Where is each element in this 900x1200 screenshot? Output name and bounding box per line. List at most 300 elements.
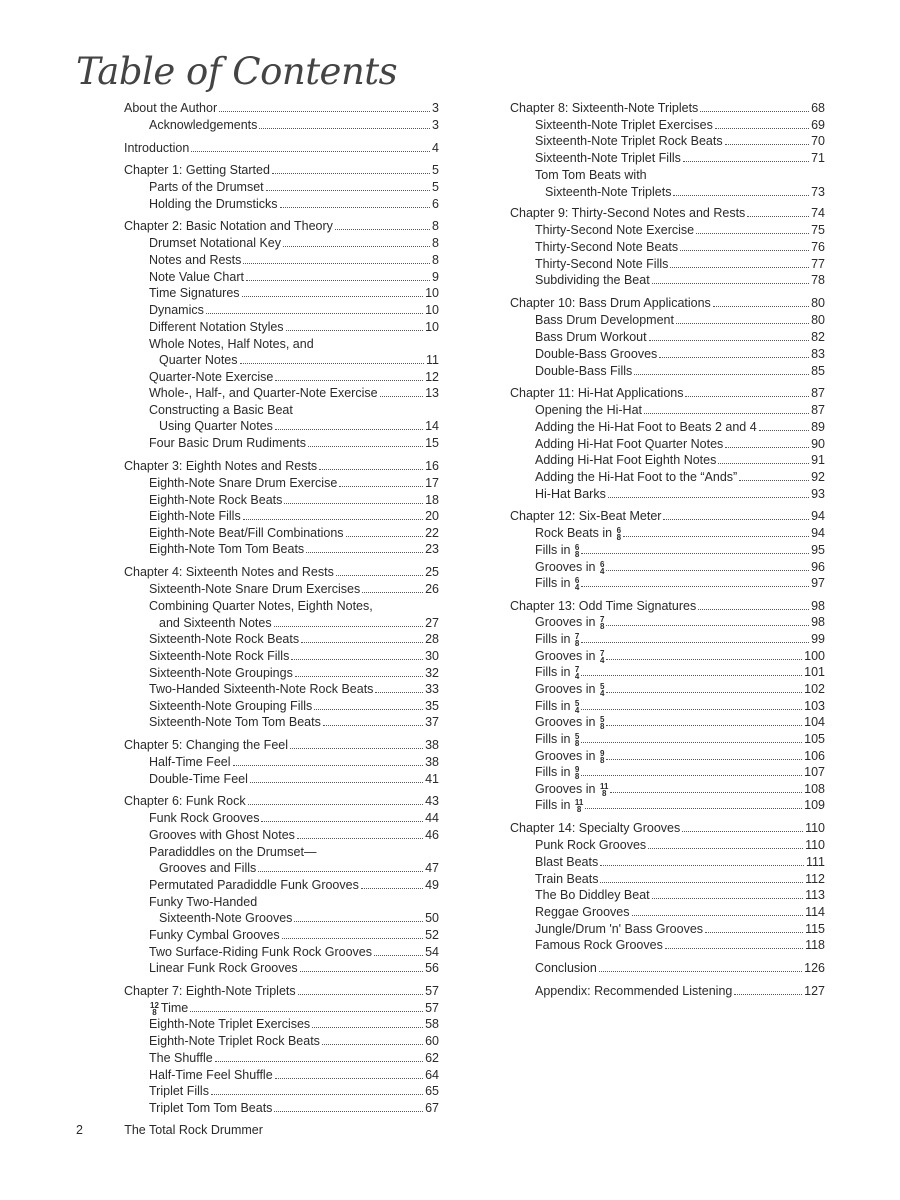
- dot-leader: [314, 709, 423, 710]
- toc-entry-title: [535, 117, 713, 133]
- dot-leader: [606, 659, 802, 660]
- toc-entry-text: Double-Bass Fills: [535, 364, 633, 378]
- toc-entry-text: Fills in: [535, 576, 571, 590]
- toc-page-number: 118: [805, 938, 825, 952]
- toc-entry-text: Paradiddles on the Drumset—: [149, 845, 317, 859]
- dot-leader: [676, 323, 809, 324]
- toc-entry-title: [149, 492, 282, 508]
- toc-page-number: 68: [811, 101, 825, 115]
- toc-page-number: 113: [805, 888, 825, 902]
- toc-entry-text: Sixteenth-Note Triplet Fills: [535, 151, 681, 165]
- dot-leader: [644, 413, 809, 414]
- toc-entry: [535, 402, 825, 418]
- toc-entry: [535, 436, 825, 452]
- toc-entry-title: [535, 575, 579, 591]
- time-signature-denominator: 8: [574, 771, 580, 781]
- dot-leader: [659, 357, 809, 358]
- toc-entry-text: Grooves in: [535, 560, 596, 574]
- toc-entry-title: [545, 184, 671, 200]
- toc-entry-text: Acknowledgements: [149, 118, 258, 132]
- toc-page-number: 114: [805, 905, 825, 919]
- dot-leader: [581, 709, 802, 710]
- toc-entry-text: Linear Funk Rock Grooves: [149, 961, 298, 975]
- toc-entry-title: [149, 631, 299, 647]
- toc-entry-title: [535, 871, 598, 887]
- dot-leader: [599, 971, 802, 972]
- dot-leader: [608, 497, 809, 498]
- toc-entry-text: Sixteenth-Note Triplets: [545, 185, 672, 199]
- toc-entry-text: Grooves in: [535, 615, 596, 629]
- toc-page-number: 14: [425, 419, 439, 433]
- toc-entry: [159, 860, 439, 876]
- toc-entry-title: [149, 252, 241, 268]
- dot-leader: [680, 250, 809, 251]
- toc-entry-text: Sixteenth-Note Grouping Fills: [149, 699, 313, 713]
- toc-page-number: 3: [432, 118, 439, 132]
- toc-page-number: 50: [425, 911, 439, 925]
- toc-entry-title: [510, 508, 661, 524]
- toc-entry-text: Chapter 6: Funk Rock: [124, 794, 246, 808]
- toc-page-number: 3: [432, 101, 439, 115]
- toc-page-number: 91: [811, 453, 825, 467]
- toc-page-number: 38: [425, 755, 439, 769]
- toc-entry-title: [149, 827, 295, 843]
- dot-leader: [191, 151, 430, 152]
- toc-entry: [149, 1016, 439, 1032]
- dot-leader: [339, 486, 423, 487]
- toc-entry-title: [535, 904, 630, 920]
- time-signature: [575, 666, 579, 680]
- dot-leader: [282, 938, 423, 939]
- toc-entry-text: Grooves with Ghost Notes: [149, 828, 295, 842]
- toc-entry: [149, 252, 439, 268]
- toc-entry-text: Half-Time Feel: [149, 755, 231, 769]
- toc-chapter-entry: [510, 508, 825, 524]
- dot-leader: [243, 519, 423, 520]
- dot-leader: [606, 725, 802, 726]
- toc-entry: [149, 598, 439, 614]
- toc-entry-text: Adding the Hi-Hat Foot to Beats 2 and 4: [535, 420, 757, 434]
- toc-entry-text: Grooves in: [535, 682, 596, 696]
- time-signature-denominator: 8: [599, 721, 605, 731]
- toc-entry: [149, 319, 439, 335]
- toc-entry-title: [510, 295, 711, 311]
- toc-chapter-entry: [510, 295, 825, 311]
- toc-entry-title: [149, 196, 278, 212]
- time-signature: [575, 544, 579, 558]
- toc-entry-title: [535, 887, 650, 903]
- dot-leader: [323, 725, 423, 726]
- toc-entry: [149, 541, 439, 557]
- toc-entry: [149, 754, 439, 770]
- time-signature-denominator: 8: [576, 804, 582, 814]
- time-signature: [600, 783, 608, 797]
- dot-leader: [300, 971, 423, 972]
- toc-entry-text: Different Notation Styles: [149, 320, 284, 334]
- toc-page-number: 70: [811, 134, 825, 148]
- toc-page-number: 87: [811, 403, 825, 417]
- toc-entry-title: [535, 452, 716, 468]
- toc-entry: [149, 698, 439, 714]
- toc-entry-title: [535, 525, 621, 541]
- toc-entry-title: [535, 150, 681, 166]
- time-signature-numerator: 6: [574, 575, 580, 585]
- toc-page-number: 6: [432, 197, 439, 211]
- dot-leader: [362, 592, 423, 593]
- toc-page-number: 77: [811, 257, 825, 271]
- toc-page-number: 5: [432, 163, 439, 177]
- toc-entry: [149, 196, 439, 212]
- toc-entry-text: Quarter Notes: [159, 353, 238, 367]
- dot-leader: [725, 144, 810, 145]
- toc-entry-text: Grooves in: [535, 715, 596, 729]
- toc-page-number: 107: [804, 765, 825, 779]
- toc-entry-text: Sixteenth-Note Grooves: [159, 911, 293, 925]
- toc-entry: [535, 648, 825, 664]
- toc-entry-title: [149, 475, 337, 491]
- toc-chapter-entry: [124, 793, 439, 809]
- toc-entry-text: Chapter 2: Basic Notation and Theory: [124, 219, 333, 233]
- time-signature: [575, 766, 579, 780]
- toc-page-number: 30: [425, 649, 439, 663]
- toc-entry-text: Half-Time Feel Shuffle: [149, 1068, 273, 1082]
- toc-page-number: 47: [425, 861, 439, 875]
- time-signature: [575, 633, 579, 647]
- toc-page-number: 99: [811, 632, 825, 646]
- toc-page-number: 49: [425, 878, 439, 892]
- toc-entry: [535, 363, 825, 379]
- toc-chapter-entry: [124, 218, 439, 234]
- toc-page-number: 25: [425, 565, 439, 579]
- toc-entry: [149, 402, 439, 418]
- toc-entry-text: Fills in: [535, 765, 571, 779]
- toc-entry-title: [535, 648, 604, 664]
- dot-leader: [606, 759, 802, 760]
- book-title: The Total Rock Drummer: [124, 1123, 263, 1137]
- toc-entry-title: [149, 754, 231, 770]
- toc-entry-text: Fills in: [535, 543, 571, 557]
- toc-entry-title: [149, 179, 264, 195]
- toc-entry: [149, 475, 439, 491]
- toc-entry-text: Chapter 5: Changing the Feel: [124, 738, 288, 752]
- toc-entry: [149, 894, 439, 910]
- time-signature-denominator: 8: [574, 638, 580, 648]
- dot-leader: [190, 1011, 423, 1012]
- dot-leader: [739, 480, 809, 481]
- time-signature: [600, 650, 604, 664]
- toc-entry: [149, 508, 439, 524]
- dot-leader: [283, 246, 430, 247]
- toc-entry-text: Sixteenth-Note Tom Tom Beats: [149, 715, 321, 729]
- toc-page-number: 20: [425, 509, 439, 523]
- toc-entry: [149, 877, 439, 893]
- toc-page-number: 115: [805, 922, 825, 936]
- toc-entry-text: Conclusion: [535, 961, 597, 975]
- toc-page-number: 64: [425, 1068, 439, 1082]
- toc-entry: [149, 714, 439, 730]
- toc-entry-text: About the Author: [124, 101, 218, 115]
- dot-leader: [713, 306, 809, 307]
- toc-page-number: 18: [425, 493, 439, 507]
- toc-entry-title: [535, 731, 579, 747]
- dot-leader: [215, 1061, 423, 1062]
- toc-entry-text: Chapter 13: Odd Time Signatures: [510, 599, 697, 613]
- time-signature-numerator: 5: [574, 731, 580, 741]
- toc-entry-title: [149, 960, 298, 976]
- toc-entry-text: Chapter 4: Sixteenth Notes and Rests: [124, 565, 334, 579]
- toc-entry-text: Fills in: [535, 699, 571, 713]
- dot-leader: [242, 296, 424, 297]
- dot-leader: [297, 838, 423, 839]
- toc-entry: [159, 418, 439, 434]
- toc-entry-title: [149, 714, 321, 730]
- toc-page-number: 54: [425, 945, 439, 959]
- dot-leader: [291, 659, 423, 660]
- dot-leader: [700, 111, 809, 112]
- dot-leader: [682, 831, 803, 832]
- toc-entry: [535, 887, 825, 903]
- toc-entry-text: Sixteenth-Note Triplet Exercises: [535, 118, 713, 132]
- toc-entry-title: [149, 1016, 310, 1032]
- toc-page-number: 127: [804, 984, 825, 998]
- toc-chapter-entry: [124, 564, 439, 580]
- toc-entry-title: [124, 564, 334, 580]
- toc-entry: [535, 960, 825, 976]
- toc-entry-title: [159, 352, 238, 368]
- time-signature: [150, 1002, 159, 1016]
- toc-entry: [149, 492, 439, 508]
- toc-entry-text: Holding the Drumsticks: [149, 197, 278, 211]
- time-signature-numerator: 11: [574, 797, 584, 807]
- dot-leader: [606, 692, 802, 693]
- toc-entry: [535, 781, 825, 797]
- dot-leader: [696, 233, 809, 234]
- toc-chapter-entry: [124, 983, 439, 999]
- toc-entry-title: [124, 983, 296, 999]
- toc-page-number: 106: [804, 749, 825, 763]
- toc-entry: [149, 302, 439, 318]
- toc-entry-text: Thirty-Second Note Exercise: [535, 223, 695, 237]
- toc-entry: [535, 698, 825, 714]
- toc-entry: [159, 615, 439, 631]
- toc-page-number: 44: [425, 811, 439, 825]
- toc-entry-title: [535, 614, 604, 630]
- toc-entry-text: Sixteenth-Note Snare Drum Exercises: [149, 582, 361, 596]
- toc-entry-title: [149, 319, 284, 335]
- toc-page-number: 98: [811, 599, 825, 613]
- dot-leader: [663, 519, 809, 520]
- toc-entry-text: Eighth-Note Snare Drum Exercise: [149, 476, 338, 490]
- time-signature-denominator: 4: [599, 566, 605, 576]
- toc-entry-text: Tom Tom Beats with: [535, 168, 647, 182]
- toc-entry-title: [149, 844, 316, 860]
- dot-leader: [581, 553, 809, 554]
- toc-page-number: 82: [811, 330, 825, 344]
- time-signature-denominator: 8: [152, 1007, 157, 1017]
- toc-page-number: 74: [811, 206, 825, 220]
- time-signature-denominator: 4: [574, 671, 580, 681]
- toc-entry-text: Fills in: [535, 798, 571, 812]
- page-footer: [76, 1123, 263, 1137]
- time-signature-numerator: 9: [574, 764, 580, 774]
- toc-entry-text: Famous Rock Grooves: [535, 938, 663, 952]
- toc-page-number: 110: [805, 821, 825, 835]
- time-signature-numerator: 7: [599, 648, 605, 658]
- toc-entry: [535, 614, 825, 630]
- dot-leader: [206, 313, 423, 314]
- toc-page-number: 12: [425, 370, 439, 384]
- toc-page-number: 58: [425, 1017, 439, 1031]
- toc-entry-title: [159, 615, 272, 631]
- toc-entry: [535, 542, 825, 558]
- dot-leader: [634, 374, 809, 375]
- toc-entry-title: [159, 910, 292, 926]
- toc-entry: [159, 352, 439, 368]
- toc-entry-text: Fills in: [535, 632, 571, 646]
- toc-page-number: 10: [425, 286, 439, 300]
- toc-page-number: 73: [811, 185, 825, 199]
- toc-entry: [149, 960, 439, 976]
- dot-leader: [346, 536, 424, 537]
- toc-page-number: 101: [804, 665, 825, 679]
- toc-entry-title: [124, 218, 333, 234]
- toc-entry-title: [535, 664, 579, 680]
- toc-page-number: 8: [432, 236, 439, 250]
- toc-entry-text: Four Basic Drum Rudiments: [149, 436, 306, 450]
- toc-entry-title: [159, 860, 256, 876]
- dot-leader: [258, 871, 423, 872]
- toc-entry-text: Two Surface-Riding Funk Rock Grooves: [149, 945, 373, 959]
- toc-entry-text: Fills in: [535, 732, 571, 746]
- dot-leader: [294, 921, 423, 922]
- toc-entry-title: [149, 1083, 209, 1099]
- toc-entry: [535, 681, 825, 697]
- time-signature-numerator: 6: [616, 525, 622, 535]
- toc-page-number: 110: [805, 838, 825, 852]
- toc-page-number: 62: [425, 1051, 439, 1065]
- toc-page-number: 17: [425, 476, 439, 490]
- toc-entry: [535, 117, 825, 133]
- toc-page-number: 98: [811, 615, 825, 629]
- toc-entry: [535, 272, 825, 288]
- dot-leader: [581, 586, 809, 587]
- time-signature: [600, 750, 604, 764]
- time-signature-denominator: 4: [599, 655, 605, 665]
- toc-entry-text: Eighth-Note Beat/Fill Combinations: [149, 526, 344, 540]
- dot-leader: [275, 1078, 423, 1079]
- toc-entry-title: [149, 525, 344, 541]
- toc-entry-text: Bass Drum Workout: [535, 330, 647, 344]
- toc-entry-text: Subdividing the Beat: [535, 273, 650, 287]
- toc-page-number: 27: [425, 616, 439, 630]
- time-signature-denominator: 8: [599, 621, 605, 631]
- toc-chapter-entry: [124, 100, 439, 116]
- dot-leader: [623, 536, 809, 537]
- toc-entry-title: [535, 559, 604, 575]
- dot-leader: [374, 955, 423, 956]
- toc-entry: [535, 937, 825, 953]
- toc-page-number: 32: [425, 666, 439, 680]
- toc-entry-text: Triplet Fills: [149, 1084, 209, 1098]
- dot-leader: [248, 804, 424, 805]
- dot-leader: [319, 469, 423, 470]
- toc-entry-text: Eighth-Note Tom Tom Beats: [149, 542, 305, 556]
- toc-entry-title: [535, 797, 583, 813]
- toc-chapter-entry: [124, 458, 439, 474]
- toc-entry: [535, 312, 825, 328]
- toc-page-number: 10: [425, 320, 439, 334]
- dot-leader: [649, 340, 809, 341]
- dot-leader: [272, 173, 430, 174]
- toc-entry-title: [510, 820, 680, 836]
- toc-entry: [535, 837, 825, 853]
- toc-page-number: 60: [425, 1034, 439, 1048]
- toc-page-number: 65: [425, 1084, 439, 1098]
- toc-page-number: 100: [804, 649, 825, 663]
- dot-leader: [295, 676, 423, 677]
- toc-entry: [535, 983, 825, 999]
- toc-page-number: 10: [425, 303, 439, 317]
- time-signature-denominator: 4: [574, 582, 580, 592]
- toc-entry: [149, 369, 439, 385]
- toc-page-number: 104: [804, 715, 825, 729]
- toc-entry: [535, 329, 825, 345]
- toc-entry-text: Hi-Hat Barks: [535, 487, 606, 501]
- toc-entry: [535, 256, 825, 272]
- toc-page-number: 109: [804, 798, 825, 812]
- toc-entry-title: [535, 167, 647, 183]
- time-signature-numerator: 9: [599, 748, 605, 758]
- toc-entry-text: Chapter 1: Getting Started: [124, 163, 270, 177]
- page-number: 2: [76, 1123, 83, 1137]
- time-signature-denominator: 4: [599, 688, 605, 698]
- toc-entry-title: [149, 541, 304, 557]
- toc-entry-text: Sixteenth-Note Groupings: [149, 666, 293, 680]
- toc-entry-text: Eighth-Note Triplet Rock Beats: [149, 1034, 320, 1048]
- toc-page-number: 90: [811, 437, 825, 451]
- toc-entry-title: [535, 256, 668, 272]
- toc-entry: [149, 927, 439, 943]
- toc-entry-title: [149, 810, 259, 826]
- dot-leader: [648, 848, 803, 849]
- dot-leader: [747, 216, 809, 217]
- dot-leader: [698, 609, 809, 610]
- toc-entry-title: [149, 385, 378, 401]
- toc-entry: [149, 581, 439, 597]
- toc-entry-title: [124, 458, 317, 474]
- toc-entry-title: [149, 665, 293, 681]
- dot-leader: [266, 190, 430, 191]
- toc-entry-text: Eighth-Note Fills: [149, 509, 241, 523]
- dot-leader: [336, 575, 423, 576]
- toc-page-number: 35: [425, 699, 439, 713]
- toc-entry-text: Funk Rock Grooves: [149, 811, 260, 825]
- toc-entry-title: [535, 469, 737, 485]
- toc-page-number: 13: [425, 386, 439, 400]
- toc-entry-text: Chapter 12: Six-Beat Meter: [510, 509, 662, 523]
- dot-leader: [335, 229, 430, 230]
- dot-leader: [322, 1044, 423, 1045]
- toc-page-number: 75: [811, 223, 825, 237]
- toc-entry-title: [124, 100, 217, 116]
- dot-leader: [246, 280, 430, 281]
- toc-entry: [535, 575, 825, 591]
- toc-entry-title: [149, 269, 244, 285]
- toc-chapter-entry: [124, 162, 439, 178]
- toc-entry-text: Combining Quarter Notes, Eighth Notes,: [149, 599, 373, 613]
- toc-chapter-entry: [510, 100, 825, 116]
- time-signature-numerator: 7: [599, 614, 605, 624]
